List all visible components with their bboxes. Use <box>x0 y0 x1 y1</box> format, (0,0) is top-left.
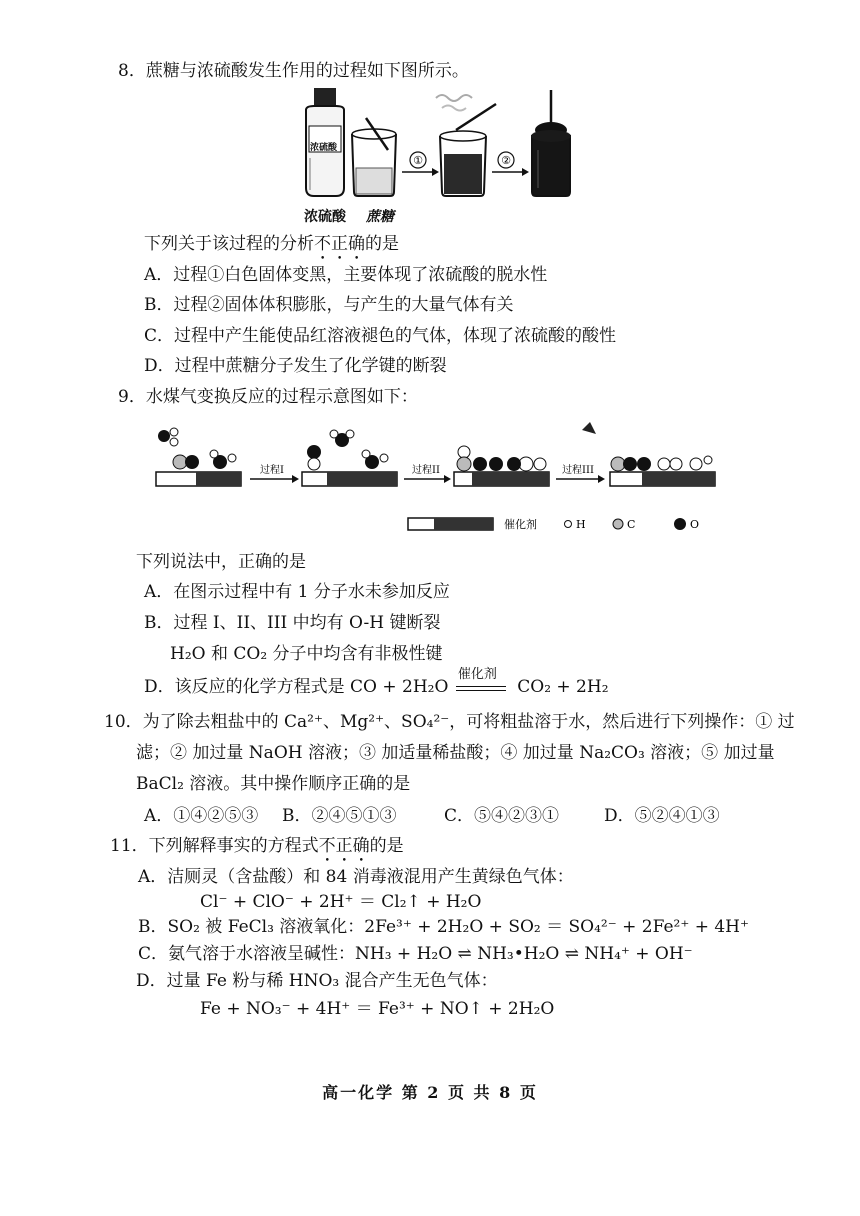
stage1 <box>156 428 241 486</box>
q10-line1: 10．为了除去粗盐中的 Ca²⁺、Mg²⁺、SO₄²⁻，可将粗盐溶于水，然后进行下列操作：① 过 <box>104 712 795 732</box>
q11-question-emph: 不正确 <box>318 836 370 856</box>
q8-option-b: B．过程②固体体积膨胀，与产生的大量气体有关 <box>144 295 514 315</box>
process2-label: 过程II <box>412 465 440 476</box>
process1-label: 过程I <box>260 465 284 476</box>
q8-stem: 8．蔗糖与浓硫酸发生作用的过程如下图所示。 <box>118 61 469 81</box>
q8-option-d: D．过程中蔗糖分子发生了化学键的断裂 <box>144 356 447 376</box>
q9-option-a: A．在图示过程中有 1 分子水未参加反应 <box>144 582 450 602</box>
stage4 <box>582 422 715 486</box>
q10-line2: 滤；② 加过量 NaOH 溶液；③ 加适量稀盐酸；④ 加过量 Na₂CO₃ 溶液；⑤ 加过量 <box>136 743 775 763</box>
q9-option-d-suffix: CO₂ + 2H₂ <box>517 677 609 697</box>
process3-arrow <box>556 475 605 483</box>
q8-option-a: A．过程①白色固体变黑，主要体现了浓硫酸的脱水性 <box>144 265 548 285</box>
q8-question <box>144 233 399 264</box>
q9-option-d <box>144 667 609 698</box>
q11-option-c: C．氨气溶于水溶液呈碱性：NH₃ + H₂O ⇌ NH₃•H₂O ⇌ NH₄⁺ + OH⁻ <box>138 944 693 964</box>
q9-option-c: H₂O 和 CO₂ 分子中均含有非极性键 <box>170 644 443 664</box>
catalyst-label: 催化剂 <box>457 667 497 682</box>
q8-question-suffix: 的是 <box>365 234 399 254</box>
q9-option-d-prefix: D．该反应的化学方程式是 CO + 2H₂O <box>144 677 449 697</box>
q11-option-a-equation: Cl⁻ + ClO⁻ + 2H⁺ ＝ Cl₂↑ + H₂O <box>200 892 482 912</box>
q8-option-c: C．过程中产生能使品红溶液褪色的气体，体现了浓硫酸的酸性 <box>144 326 617 346</box>
q11-option-d: D．过量 Fe 粉与稀 HNO₃ 混合产生无色气体： <box>136 971 498 991</box>
q11-option-a: A．洁厕灵（含盐酸）和 84 消毒液混用产生黄绿色气体： <box>138 867 574 887</box>
page-footer: 高一化学 第 2 页 共 8 页 <box>322 1083 538 1102</box>
catalyst-equals <box>454 667 512 698</box>
q9-figure <box>152 420 722 540</box>
q11-option-d-equation: Fe + NO₃⁻ + 4H⁺ ＝ Fe³⁺ + NO↑ + 2H₂O <box>200 999 555 1019</box>
legend-h: H <box>576 518 586 531</box>
q8-question-prefix: 下列关于该过程的分析 <box>144 234 314 254</box>
q9-stem: 9．水煤气变换反应的过程示意图如下： <box>118 387 418 407</box>
q11-option-b: B．SO₂ 被 FeCl₃ 溶液氧化：2Fe³⁺ + 2H₂O + SO₂ ＝ SO₄²⁻ + 2Fe²⁺ + 4H⁺ <box>138 917 749 937</box>
process2-arrow <box>404 475 451 483</box>
q9-option-b: B．过程 I、II、III 中均有 O-H 键断裂 <box>144 613 441 633</box>
q11-question-prefix: 11．下列解释事实的方程式 <box>110 836 319 856</box>
step2-label: ② <box>501 154 511 167</box>
q10-option-d: D．⑤②④①③ <box>604 806 720 826</box>
q10-line3: BaCl₂ 溶液。其中操作顺序正确的是 <box>136 774 411 794</box>
stage3 <box>454 446 549 486</box>
legend-o: O <box>690 518 700 531</box>
legend <box>408 518 686 530</box>
q11-question-suffix: 的是 <box>369 836 404 856</box>
expanded-carbon-illustration <box>531 90 571 196</box>
caption-acid: 浓硫酸 <box>304 209 346 225</box>
sugar-beaker-illustration <box>352 118 396 196</box>
legend-c: C <box>627 518 636 531</box>
q10-option-a: A．①④②⑤③ <box>144 806 259 826</box>
caption-sugar: 蔗糖 <box>366 209 394 225</box>
legend-catalyst: 催化剂 <box>504 518 537 531</box>
step1-label: ① <box>413 154 423 167</box>
q10-option-b: B．②④⑤①③ <box>282 806 397 826</box>
process3-label: 过程III <box>562 465 594 476</box>
bottle-label: 浓硫酸 <box>310 143 338 153</box>
q10-option-c: C．⑤④②③① <box>444 806 560 826</box>
q11-question <box>110 835 404 866</box>
q9-question: 下列说法中，正确的是 <box>136 552 306 572</box>
stage2 <box>302 430 397 486</box>
darkening-beaker-illustration <box>436 95 496 196</box>
q8-question-emph: 不正确 <box>314 234 365 254</box>
process1-arrow <box>250 475 299 483</box>
